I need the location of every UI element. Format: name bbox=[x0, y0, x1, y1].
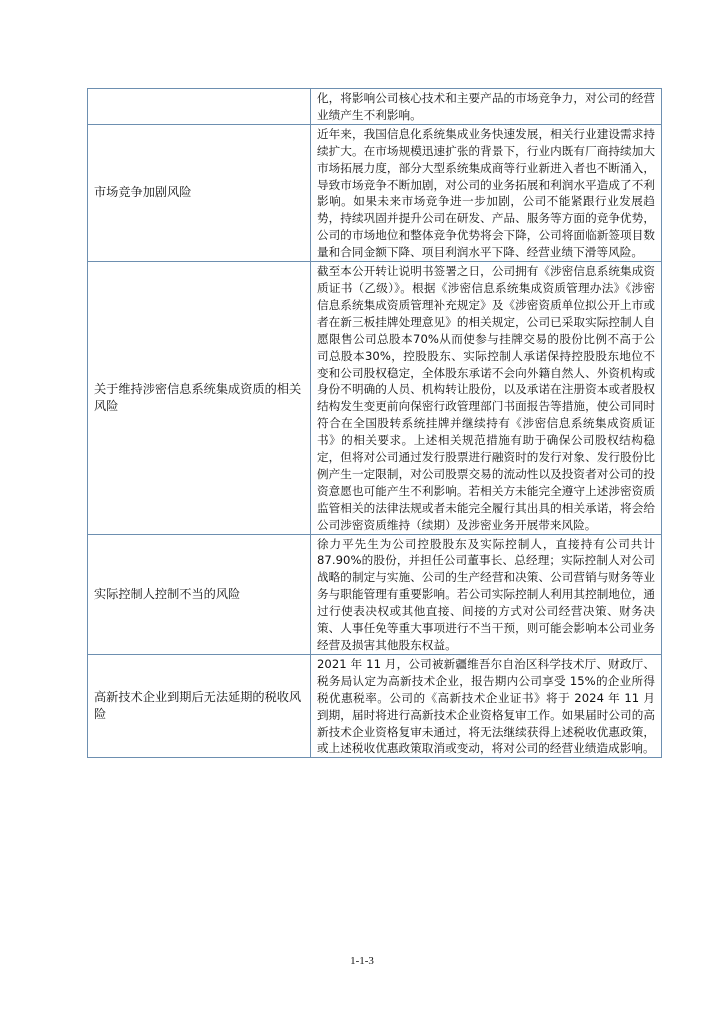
risk-description-cell: 2021 年 11 月，公司被新疆维吾尔自治区科学技术厅、财政厅、税务局认定为高新技术企业，报告期内公司享受 15%的企业所得税优惠税率。公司的《高新技术企业证书》将于 2024 年 11 月到期，届时将进行高新技术企业资格复审工作。如果届时公司的高新技术企业资格复审未通过，将无法继续获得上述税收优惠政策，或上述税收优惠政策取消或变动，将对公司的经营业绩造成影响。 bbox=[311, 654, 662, 757]
risk-factors-table bbox=[87, 88, 662, 758]
table-row bbox=[88, 534, 662, 654]
table-row bbox=[88, 89, 662, 125]
page-number: 1-1-3 bbox=[350, 955, 374, 967]
table-row bbox=[88, 262, 662, 535]
risk-description-cell: 徐力平先生为公司控股股东及实际控制人，直接持有公司共计 87.90%的股份，并担任公司董事长、总经理；实际控制人对公司战略的制定与实施、公司的生产经营和决策、公司营销与财务等业务与职能管理有重要影响。若公司实际控制人利用其控制地位，通过行使表决权或其他直接、间接的方式对公司经营决策、财务决策、人事任免等重大事项进行不当干预，则可能会影响本公司业务经营及损害其他股东权益。 bbox=[311, 534, 662, 654]
risk-label-cell bbox=[88, 89, 311, 125]
risk-label-cell: 关于维持涉密信息系统集成资质的相关风险 bbox=[88, 262, 311, 535]
risk-description-cell: 化，将影响公司核心技术和主要产品的市场竞争力，对公司的经营业绩产生不利影响。 bbox=[311, 89, 662, 125]
risk-label-cell: 高新技术企业到期后无法延期的税收风险 bbox=[88, 654, 311, 757]
risk-label-cell: 市场竞争加剧风险 bbox=[88, 124, 311, 261]
table-row bbox=[88, 654, 662, 757]
table-row bbox=[88, 124, 662, 261]
risk-label-cell: 实际控制人控制不当的风险 bbox=[88, 534, 311, 654]
risk-description-cell: 近年来，我国信息化系统集成业务快速发展，相关行业建设需求持续扩大。在市场规模迅速扩张的背景下，行业内既有厂商持续加大市场拓展力度，部分大型系统集成商等行业新进入者也不断涌入，导致市场竞争不断加剧，对公司的业务拓展和利润水平造成了不利影响。如果未来市场竞争进一步加剧，公司不能紧跟行业发展趋势，持续巩固并提升公司在研发、产品、服务等方面的竞争优势，公司的市场地位和整体竞争优势将会下降，公司将面临新签项目数量和合同金额下降、项目利润水平下降、经营业绩下滑等风险。 bbox=[311, 124, 662, 261]
risk-description-cell: 截至本公开转让说明书签署之日，公司拥有《涉密信息系统集成资质证书（乙级）》。根据《涉密信息系统集成资质管理办法》《涉密信息系统集成资质管理补充规定》及《涉密资质单位拟公开上市或者在新三板挂牌处理意见》的相关规定，公司已采取实际控制人自愿限售公司总股本70%从而使参与挂牌交易的股份比例不高于公司总股本30%，控股股东、实际控制人承诺保持控股股东地位不变和公司股权稳定，全体股东承诺不会向外籍自然人、外资机构或身份不明确的人员、机构转让股份，以及承诺在注册资本或者股权结构发生变更前向保密行政管理部门书面报告等措施，使公司同时符合在全国股转系统挂牌并继续持有《涉密信息系统集成资质证书》的相关要求。上述相关规范措施有助于确保公司股权结构稳定，但将对公司通过发行股票进行融资时的发行对象、发行股份比例产生一定限制，对公司股票交易的流动性以及投资者对公司的投资意愿也可能产生不利影响。若相关方未能完全遵守上述涉密资质监管相关的法律法规或者未能完全履行其出具的相关承诺，将会给公司涉密资质维持（续期）及涉密业务开展带来风险。 bbox=[311, 262, 662, 535]
